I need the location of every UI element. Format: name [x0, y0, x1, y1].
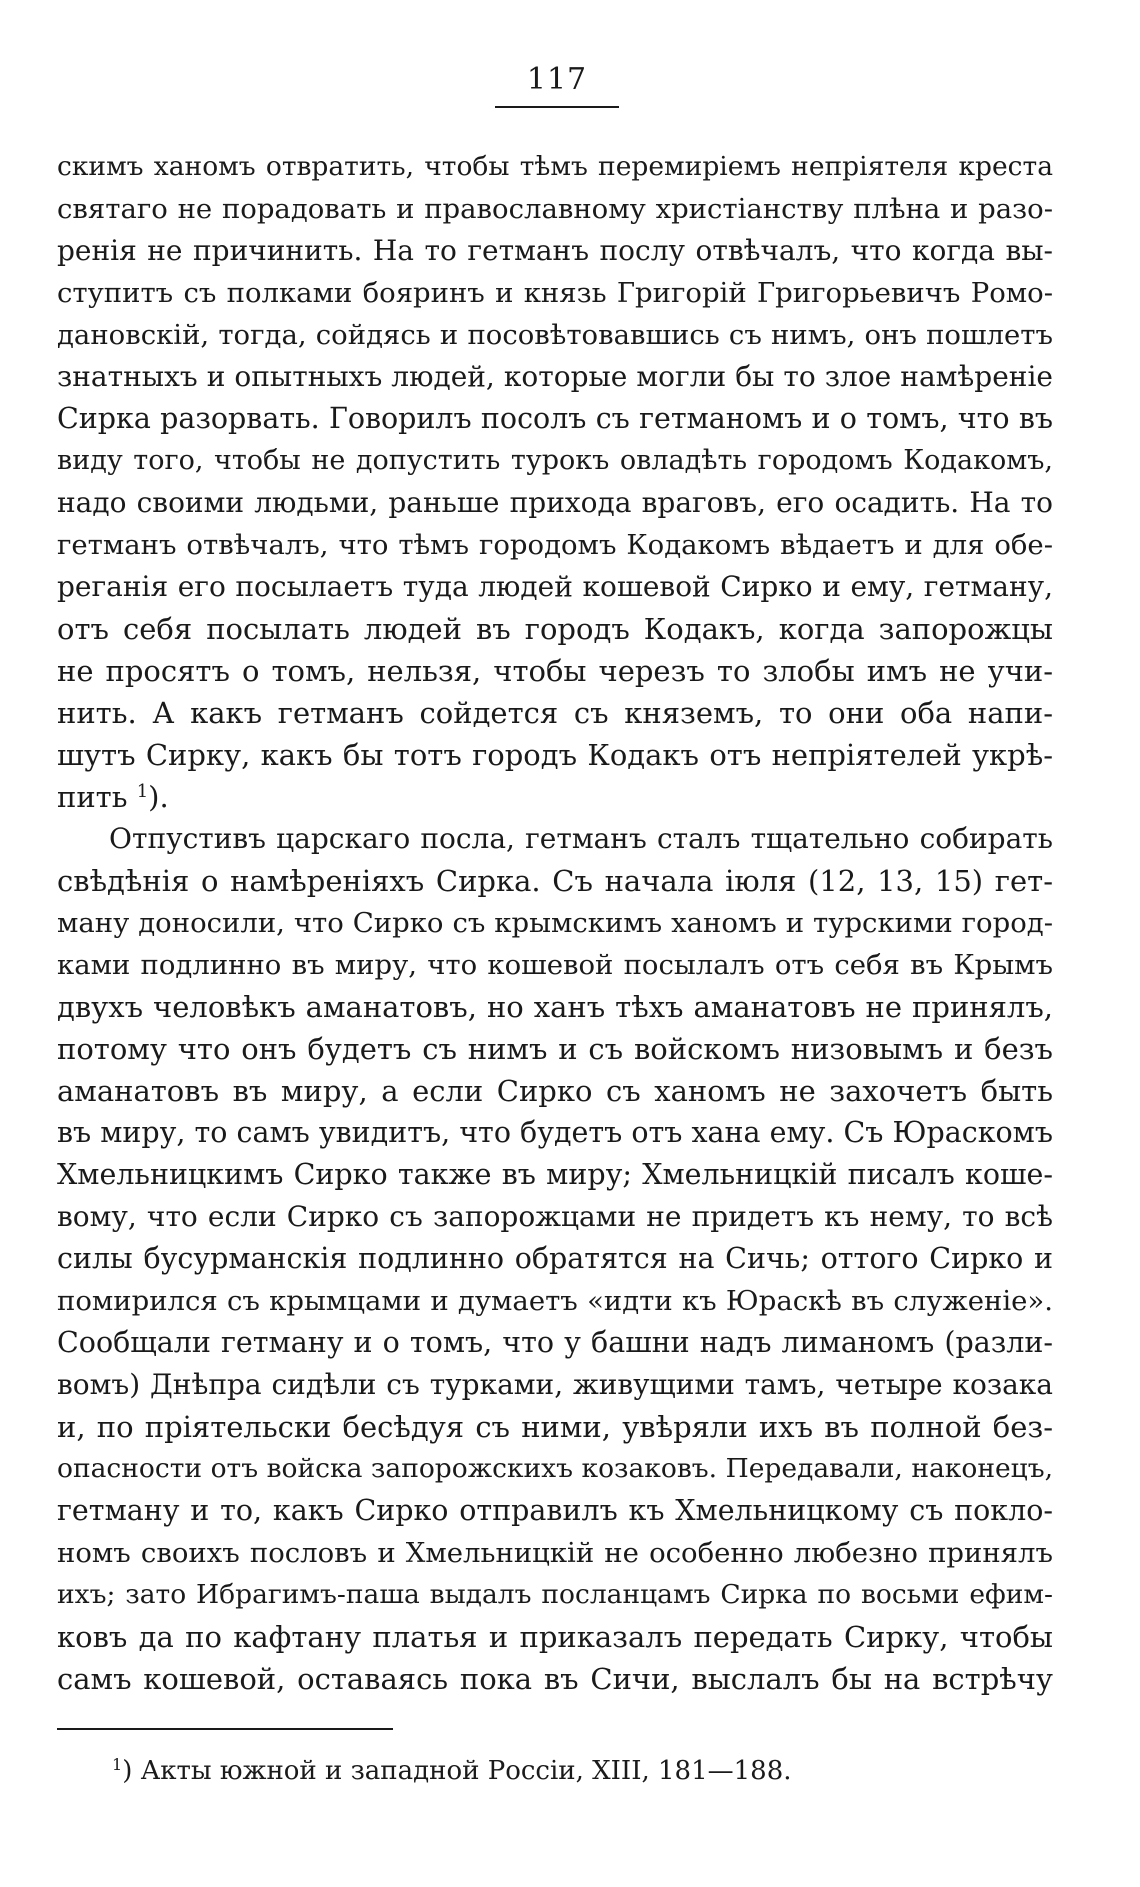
text-line: Хмельницкимъ Сирко также въ миру; Хмельницкій писалъ коше- [57, 1158, 1053, 1191]
text-line: въ миру, то самъ увидитъ, что будетъ отъ хана ему. Съ Юраскомъ [57, 1116, 1053, 1149]
text-line: вомъ) Днѣпра сидѣли съ турками, живущими тамъ, четыре козака [57, 1368, 1053, 1401]
text-line: дановскій, тогда, сойдясь и посовѣтовавшись съ нимъ, онъ пошлетъ [57, 319, 1053, 351]
text-line: надо своими людьми, раньше прихода враговъ, его осадить. На то [57, 486, 1053, 519]
footnote [112, 1753, 1012, 1789]
footnote-text: Акты южной и западной Россіи, XIII, 181—188. [132, 1756, 792, 1786]
text-line: виду того, чтобы не допустить турокъ овладѣть городомъ Кодакомъ, [57, 445, 1053, 476]
text-line: гетману и то, какъ Сирко отправилъ къ Хмельницкому съ покло- [57, 1494, 1053, 1527]
text-line: не просятъ о томъ, нельзя, чтобы черезъ то злобы имъ не учи- [57, 654, 1053, 688]
text-line: ками подлинно въ миру, что кошевой посылалъ отъ себя въ Крымъ [57, 949, 1053, 981]
text-line: ренія не причинить. На то гетманъ послу отвѣчалъ, что когда вы- [57, 234, 1053, 267]
text-line: самъ кошевой, оставаясь пока въ Сичи, выслалъ бы на встрѣчу [57, 1662, 1053, 1696]
footnote-rule [57, 1728, 393, 1730]
text-line: скимъ ханомъ отвратить, чтобы тѣмъ перемиріемъ непріятеля креста [57, 151, 1053, 182]
text-line: Сообщали гетману и о томъ, что у башни надъ лиманомъ (разли- [57, 1326, 1053, 1359]
text-line: вому, что если Сирко съ запорожцами не придетъ къ нему, то всѣ [57, 1200, 1053, 1233]
text-line: шутъ Сирку, какъ бы тотъ городъ Кодакъ отъ непріятелей укрѣ- [57, 738, 1053, 772]
text-line: ману доносили, что Сирко съ крымскимъ ханомъ и турскими город- [57, 907, 1053, 939]
text-line: силы бусурманскія подлинно обратятся на Сичь; оттого Сирко и [57, 1242, 1053, 1275]
text-line: реганія его посылаетъ туда людей кошевой Сирко и ему, гетману, [57, 570, 1053, 603]
body-text [57, 146, 1053, 1700]
text-line: номъ своихъ пословъ и Хмельницкій не особенно любезно принялъ [57, 1537, 1053, 1569]
footnote-mark-suffix: ) [122, 1756, 133, 1786]
text-line: знатныхъ и опытныхъ людей, которые могли бы то злое намѣреніе [57, 360, 1053, 393]
text-line: свѣдѣнія о намѣреніяхъ Сирка. Съ начала іюля (12, 13, 15) гет- [57, 864, 1053, 898]
footnote-mark: 1 [112, 1755, 123, 1774]
footnote-ref[interactable]: 1 [136, 781, 149, 802]
text-line: святаго не порадовать и православному христіанству плѣна и разо- [57, 193, 1053, 225]
text-line: потому что онъ будетъ съ нимъ и съ войскомъ низовымъ и безъ [57, 1032, 1053, 1066]
text-line: ихъ; зато Ибрагимъ-паша выдалъ посланцамъ Сирка по восьми ефим- [57, 1579, 1053, 1610]
text-line-with-footnote-ref [57, 776, 1053, 818]
text-line: ступитъ съ полками бояринъ и князь Григорій Григорьевичъ Ромо- [57, 277, 1053, 309]
text-line: опасности отъ войска запорожскихъ козаковъ. Передавали, наконецъ, [57, 1453, 1053, 1484]
text-line: помирился съ крымцами и думаетъ «идти къ Юраскѣ въ служеніе». [57, 1285, 1053, 1317]
text-line: нить. А какъ гетманъ сойдется съ княземъ, то они оба напи- [57, 696, 1053, 730]
page-number-rule [495, 106, 619, 108]
text-line: отъ себя посылать людей въ городъ Кодакъ, когда запорожцы [57, 612, 1053, 646]
page-number: 117 [526, 62, 588, 97]
text-line: двухъ человѣкъ аманатовъ, но ханъ тѣхъ аманатовъ не принялъ, [57, 990, 1053, 1024]
text-line: Сирка разорвать. Говорилъ посолъ съ гетманомъ и о томъ, что въ [57, 402, 1053, 435]
text-line: и, по пріятельски бесѣдуя съ ними, увѣряли ихъ въ полной без- [57, 1410, 1053, 1444]
footnote-ref-suffix: ). [148, 780, 169, 814]
text-line: гетманъ отвѣчалъ, что тѣмъ городомъ Кодакомъ вѣдаетъ и для обе- [57, 529, 1053, 561]
text-line: ковъ да по кафтану платья и приказалъ передать Сирку, чтобы [57, 1620, 1053, 1654]
text-line: аманатовъ въ миру, а если Сирко съ ханомъ не захочетъ быть [57, 1074, 1053, 1108]
paragraph-first-line: Отпустивъ царскаго посла, гетманъ сталъ тщательно собирать [109, 822, 1053, 855]
text-line: пить [57, 780, 128, 814]
